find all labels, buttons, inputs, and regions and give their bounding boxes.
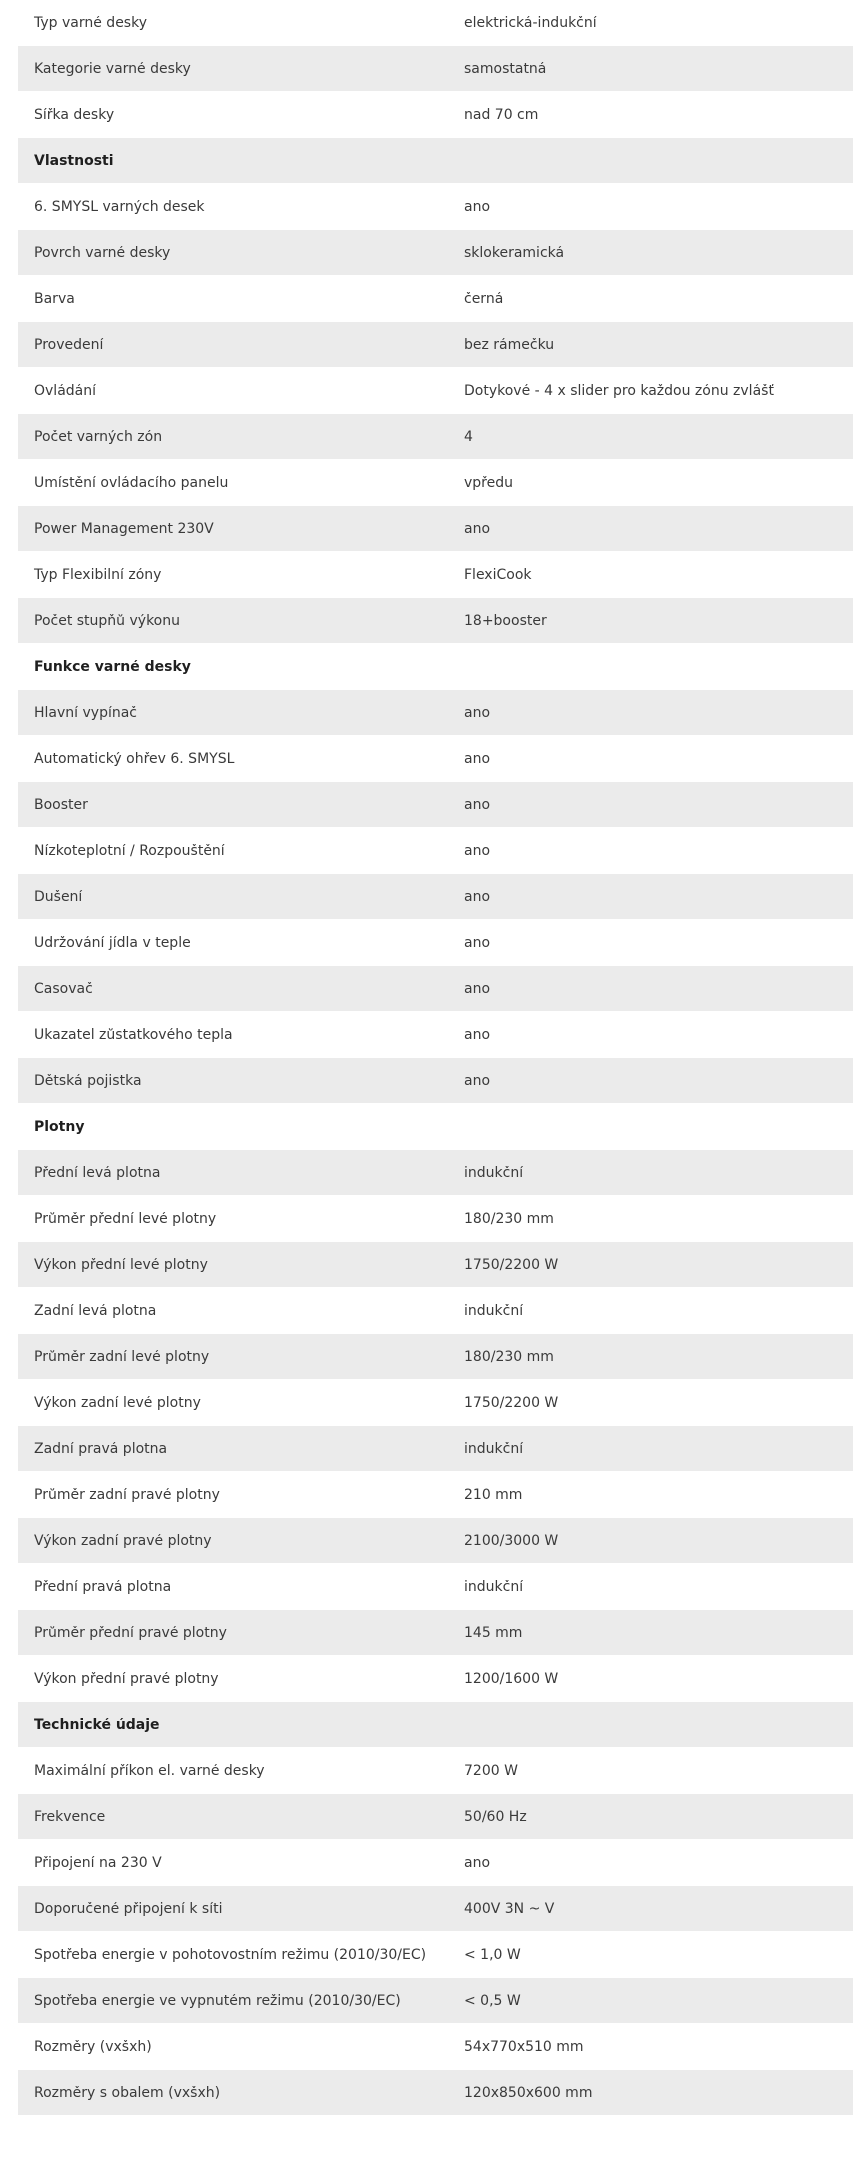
section-heading-row [18,644,853,690]
spec-row [18,1840,853,1886]
spec-label: Výkon přední levé plotny [34,1257,208,1272]
spec-label: Povrch varné desky [34,245,171,260]
spec-value: elektrická-indukční [464,15,597,30]
spec-row [18,1288,853,1334]
spec-row [18,920,853,966]
spec-value: 1750/2200 W [464,1257,559,1272]
spec-row [18,46,853,92]
spec-value: 400V 3N ~ V [464,1901,555,1916]
spec-label: Dětská pojistka [34,1073,142,1088]
spec-value: ano [464,1027,491,1042]
spec-row [18,1012,853,1058]
spec-label: Automatický ohřev 6. SMYSL [34,751,235,766]
spec-value: < 0,5 W [464,1993,521,2008]
spec-row [18,92,853,138]
spec-row [18,690,853,736]
spec-row [18,368,853,414]
spec-row [18,506,853,552]
spec-label: Průměr zadní levé plotny [34,1349,210,1364]
spec-row [18,966,853,1012]
spec-row [18,1610,853,1656]
spec-value: ano [464,521,491,536]
spec-value: 54x770x510 mm [464,2039,584,2054]
spec-row [18,184,853,230]
spec-value: 18+booster [464,613,547,628]
spec-label: Udržování jídla v teple [34,935,191,950]
section-heading-row [18,1104,853,1150]
spec-row [18,1472,853,1518]
spec-label: Provedení [34,337,104,352]
spec-row [18,2070,853,2116]
spec-value: ano [464,797,491,812]
spec-value: Dotykové - 4 x slider pro každou zónu zvlášť [464,383,774,398]
spec-row [18,460,853,506]
spec-value: 120x850x600 mm [464,2085,593,2100]
spec-row [18,1242,853,1288]
spec-label: Ukazatel zůstatkového tepla [34,1027,233,1042]
spec-row [18,1150,853,1196]
spec-value: indukční [464,1303,524,1318]
spec-row [18,1334,853,1380]
spec-row [18,230,853,276]
spec-label: Nízkoteplotní / Rozpouštění [34,843,225,858]
spec-value: FlexiCook [464,567,532,582]
spec-row [18,1564,853,1610]
spec-row [18,1794,853,1840]
spec-label: Maximální příkon el. varné desky [34,1763,265,1778]
spec-label: Booster [34,797,88,812]
spec-label: Průměr přední levé plotny [34,1211,217,1226]
spec-value: ano [464,843,491,858]
spec-row [18,0,853,46]
spec-value: 180/230 mm [464,1349,554,1364]
spec-label: Výkon zadní levé plotny [34,1395,201,1410]
specifications-table [18,0,853,2116]
spec-row [18,276,853,322]
spec-row [18,1932,853,1978]
spec-label: Počet varných zón [34,429,163,444]
spec-row [18,1196,853,1242]
spec-row [18,736,853,782]
section-heading: Funkce varné desky [34,659,191,674]
spec-value: indukční [464,1165,524,1180]
spec-row [18,1978,853,2024]
section-heading: Technické údaje [34,1717,160,1732]
spec-row [18,2024,853,2070]
spec-value: 210 mm [464,1487,523,1502]
spec-row [18,322,853,368]
spec-label: Dušení [34,889,83,904]
spec-label: Doporučené připojení k síti [34,1901,223,1916]
spec-label: Průměr zadní pravé plotny [34,1487,220,1502]
spec-label: Hlavní vypínač [34,705,137,720]
spec-row [18,414,853,460]
spec-value: nad 70 cm [464,107,539,122]
spec-label: Spotřeba energie ve vypnutém režimu (2010/30/EC) [34,1993,401,2008]
spec-row [18,1886,853,1932]
spec-value: bez rámečku [464,337,555,352]
spec-value: 180/230 mm [464,1211,554,1226]
spec-label: Šířka desky [34,107,115,122]
section-heading-row [18,138,853,184]
spec-label: Ovládání [34,383,97,398]
spec-label: Přední pravá plotna [34,1579,172,1594]
spec-value: ano [464,1855,491,1870]
spec-row [18,1656,853,1702]
section-heading-row [18,1702,853,1748]
spec-value: < 1,0 W [464,1947,521,1962]
spec-row [18,552,853,598]
spec-value: vpředu [464,475,513,490]
spec-value: indukční [464,1441,524,1456]
spec-label: Časovač [34,981,93,996]
spec-row [18,828,853,874]
spec-label: Frekvence [34,1809,106,1824]
section-heading: Vlastnosti [34,153,114,168]
spec-value: ano [464,751,491,766]
spec-value: ano [464,935,491,950]
spec-label: Výkon zadní pravé plotny [34,1533,212,1548]
spec-label: Power Management 230V [34,521,214,536]
spec-value: ano [464,1073,491,1088]
spec-value: ano [464,199,491,214]
spec-value: indukční [464,1579,524,1594]
spec-value: 1750/2200 W [464,1395,559,1410]
spec-value: 145 mm [464,1625,523,1640]
spec-label: Zadní pravá plotna [34,1441,168,1456]
spec-label: 6. SMYSL varných desek [34,199,205,214]
spec-label: Typ Flexibilní zóny [34,567,162,582]
spec-row [18,1426,853,1472]
spec-value: 7200 W [464,1763,518,1778]
spec-label: Průměr přední pravé plotny [34,1625,227,1640]
spec-label: Kategorie varné desky [34,61,191,76]
spec-label: Zadní levá plotna [34,1303,157,1318]
spec-label: Spotřeba energie v pohotovostním režimu (2010/30/EC) [34,1947,427,1962]
spec-label: Výkon přední pravé plotny [34,1671,219,1686]
spec-row [18,1518,853,1564]
spec-row [18,874,853,920]
spec-value: 4 [464,429,473,444]
spec-row [18,1380,853,1426]
spec-value: 1200/1600 W [464,1671,559,1686]
spec-label: Počet stupňů výkonu [34,613,180,628]
spec-row [18,1058,853,1104]
spec-value: sklokeramická [464,245,565,260]
spec-value: 2100/3000 W [464,1533,559,1548]
spec-label: Přední levá plotna [34,1165,161,1180]
spec-label: Rozměry (vxšxh) [34,2039,152,2054]
spec-value: černá [464,291,504,306]
spec-value: samostatná [464,61,547,76]
spec-row [18,1748,853,1794]
spec-label: Barva [34,291,75,306]
section-heading: Plotny [34,1119,85,1134]
spec-row [18,782,853,828]
spec-value: ano [464,889,491,904]
spec-value: ano [464,705,491,720]
spec-label: Umístění ovládacího panelu [34,475,229,490]
spec-label: Připojení na 230 V [34,1855,162,1870]
spec-label: Typ varné desky [34,15,147,30]
spec-value: 50/60 Hz [464,1809,527,1824]
spec-value: ano [464,981,491,996]
spec-row [18,598,853,644]
spec-label: Rozměry s obalem (vxšxh) [34,2085,221,2100]
